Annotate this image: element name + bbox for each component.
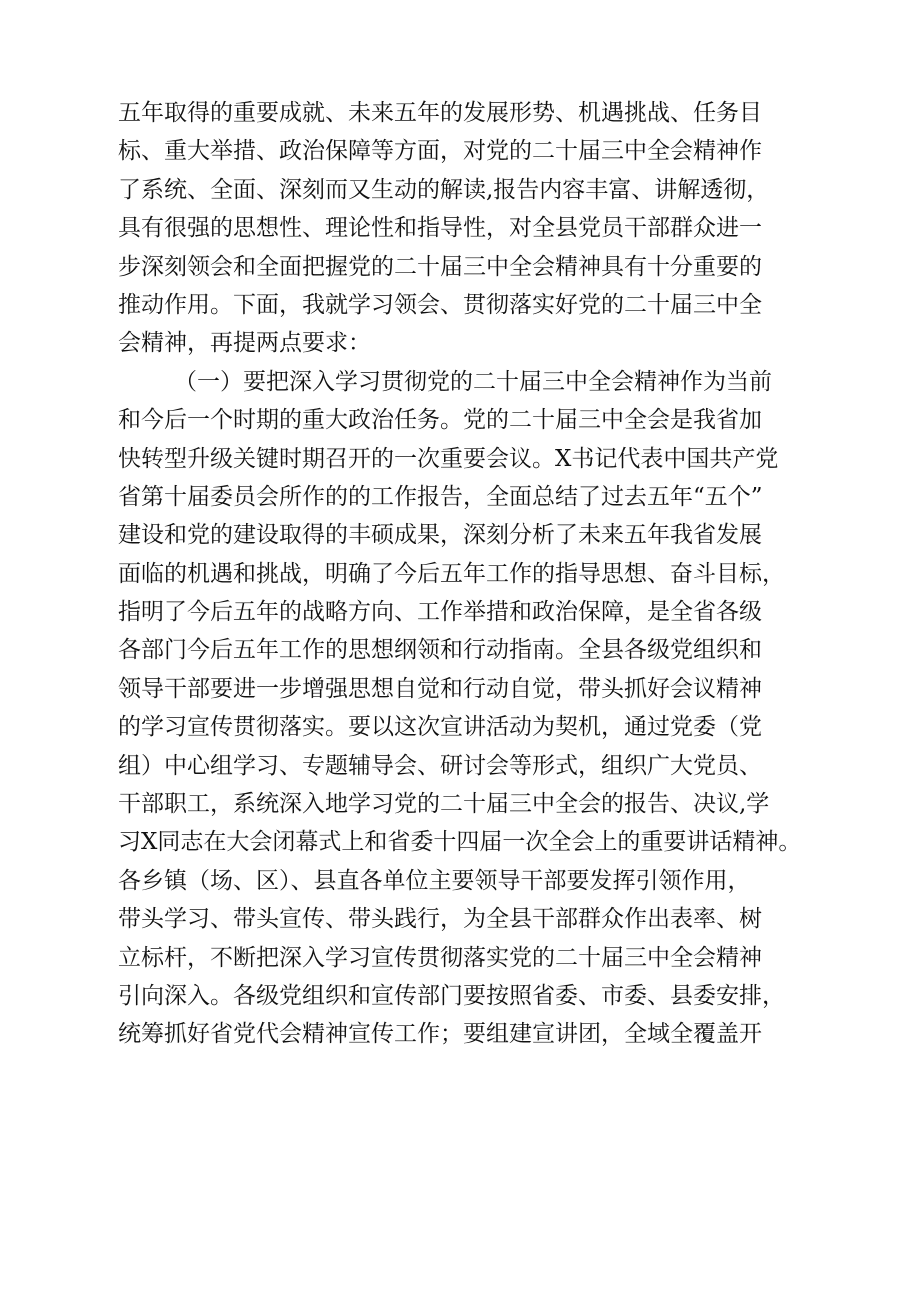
text-line: 和今后一个时期的重大政治任务。党的二十届三中全会是我省加 (118, 407, 762, 434)
section-heading-line: （一）要把深入学习贯彻党的二十届三中全会精神作为当前 (174, 368, 772, 395)
text-line: 各部门今后五年工作的思想纲领和行动指南。全县各级党组织和 (118, 637, 762, 664)
text-line: 五年取得的重要成就、未来五年的发展形势、机遇挑战、任务目 (118, 100, 762, 126)
text-line: 习X同志在大会闭幕式上和省委十四届一次全会上的重要讲话精神。 (118, 829, 802, 856)
text-line: 面临的机遇和挑战，明确了今后五年工作的指导思想、奋斗目标， (118, 560, 785, 587)
text-line: 领导干部要进一步增强思想自觉和行动自觉，带头抓好会议精神 (118, 675, 762, 702)
text-line: 带头学习、带头宣传、带头践行，为全县干部群众作出表率、树 (118, 906, 762, 933)
text-line: 步深刻领会和全面把握党的二十届三中全会精神具有十分重要的 (118, 253, 762, 280)
text-line: 建设和党的建设取得的丰硕成果，深刻分析了未来五年我省发展 (118, 522, 762, 549)
text-line: 引向深入。各级党组织和宣传部门要按照省委、市委、县委安排， (118, 982, 785, 1009)
text-line: 了系统、全面、深刻而又生动的解读,报告内容丰富、讲解透彻， (118, 176, 770, 203)
text-line: 标、重大举措、政治保障等方面，对党的二十届三中全会精神作 (118, 138, 762, 165)
text-line: 指明了今后五年的战略方向、工作举措和政治保障，是全省各级 (118, 599, 762, 626)
text-line: 具有很强的思想性、理论性和指导性，对全县党员干部群众进一 (118, 215, 762, 242)
text-line: 快转型升级关键时期召开的一次重要会议。X书记代表中国共产党 (118, 445, 779, 472)
text-line: 干部职工，系统深入地学习党的二十届三中全会的报告、决议,学 (118, 791, 770, 818)
text-line: 的学习宣传贯彻落实。要以这次宣讲活动为契机，通过党委（党 (118, 714, 762, 741)
body-text (118, 94, 818, 1054)
text-line: 推动作用。下面，我就学习领会、贯彻落实好党的二十届三中全 (118, 291, 762, 318)
text-line: 立标杆，不断把深入学习宣传贯彻落实党的二十届三中全会精神 (118, 944, 762, 971)
text-line: 统筹抓好省党代会精神宣传工作；要组建宣讲团，全域全覆盖开 (118, 1021, 762, 1048)
text-line: 省第十届委员会所作的的工作报告，全面总结了过去五年“五个” (118, 483, 763, 510)
text-line: 各乡镇（场、区）、县直各单位主要领导干部要发挥引领作用， (118, 867, 751, 894)
text-line: 会精神，再提两点要求： (118, 330, 371, 357)
text-line: 组）中心组学习、专题辅导会、研讨会等形式，组织广大党员、 (118, 752, 762, 779)
